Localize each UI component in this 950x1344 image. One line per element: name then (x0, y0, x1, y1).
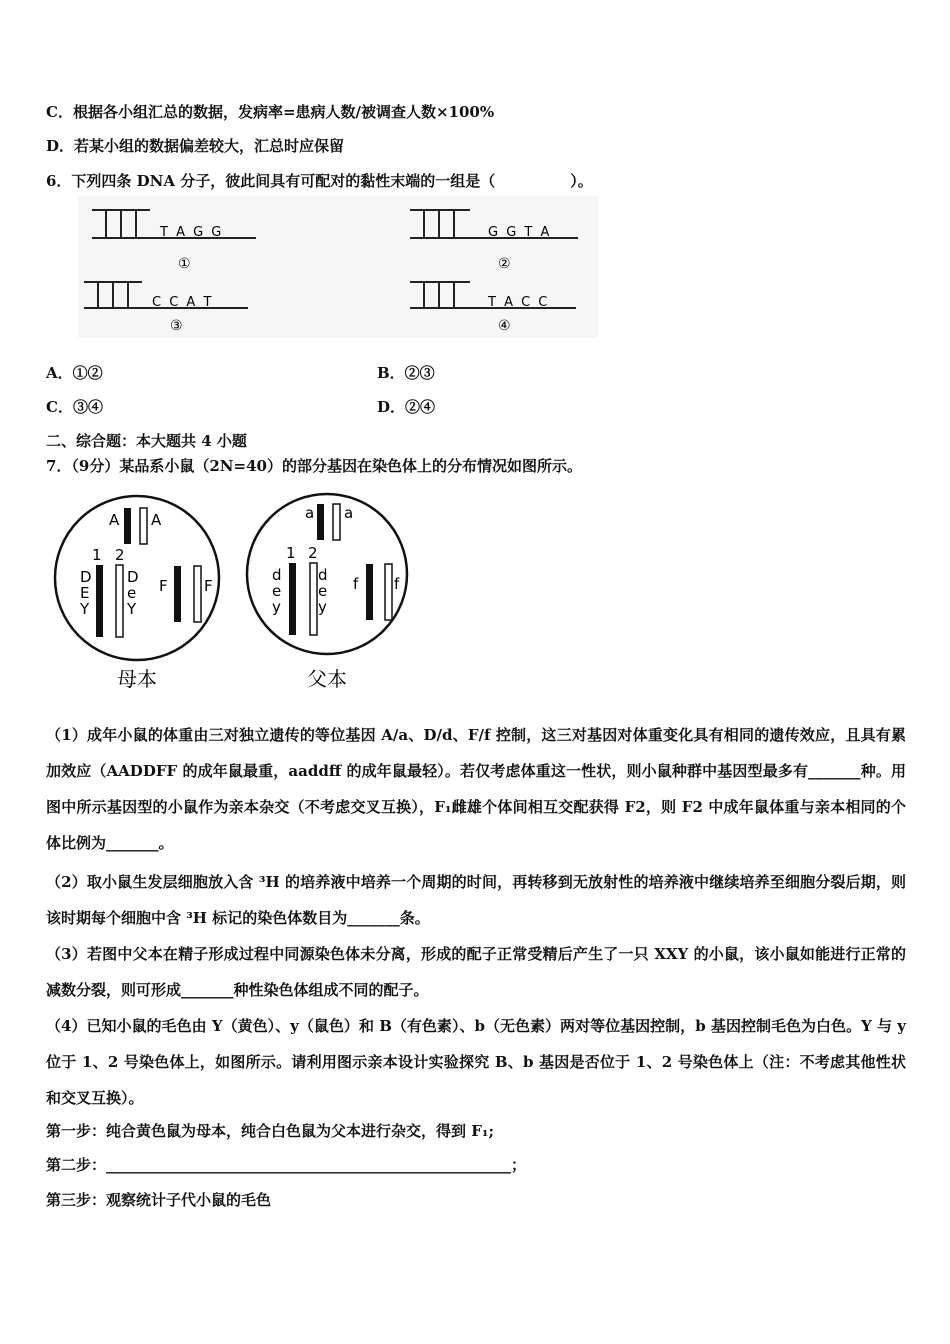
mother-cell (55, 496, 219, 691)
q5-option-d: D．若某小组的数据偏差较大，汇总时应保留 (46, 137, 345, 155)
mother-right-y: Y (127, 600, 137, 618)
q6-option-d: D．②④ (377, 398, 436, 416)
q7-part-2: （2）取小鼠生发层细胞放入含 ³H 的培养液中培养一个周期的时间，再转移到无放射性的培养液中继续培养至细胞分裂后期，则该时期每个细胞中含 ³H 标记的染色体数目为_______条。 (46, 873, 906, 927)
father-gene-a-left: a (305, 504, 315, 522)
father-num-2: 2 (308, 544, 318, 562)
father-left-e: e (272, 582, 282, 600)
father-right-y: y (318, 598, 327, 616)
dna-seq-3: C C A T (152, 295, 214, 310)
mother-left-y: Y (80, 600, 90, 618)
q6-stem: 6．下列四条 DNA 分子，彼此间具有可配对的黏性末端的一组是（ ）。 (46, 172, 593, 190)
mother-left-d: D (80, 568, 92, 586)
father-caption: 父本 (307, 667, 347, 691)
dna-label-4: ④ (498, 318, 511, 334)
mother-gene-f-left: F (159, 577, 168, 595)
q6-option-c: C．③④ (46, 398, 103, 416)
mother-right-d: D (127, 568, 139, 586)
dna-label-1: ① (178, 256, 191, 272)
q7-step-3: 第三步：观察统计子代小鼠的毛色 (46, 1191, 272, 1209)
q5-option-c: C．根据各小组汇总的数据，发病率=患病人数/被调查人数×100% (46, 103, 495, 121)
dna-seq-2: G G T A (488, 225, 552, 240)
father-left-y: y (272, 598, 281, 616)
mother-gene-f-right: F (204, 577, 213, 595)
mother-num-2: 2 (115, 546, 125, 564)
q7-part-3: （3）若图中父本在精子形成过程中同源染色体未分离，形成的配子正常受精后产生了一只 XXY 的小鼠，该小鼠如能进行正常的减数分裂，则可形成_______种性染色体组成不同的配子。 (46, 945, 906, 999)
chromosome-figure (50, 488, 420, 698)
dna-seq-4: T A C C (488, 295, 550, 310)
mother-num-1: 1 (92, 546, 102, 564)
mother-right-e: e (127, 584, 137, 602)
father-cell (247, 494, 407, 691)
father-gene-f-right: f (394, 575, 400, 593)
father-num-1: 1 (286, 544, 296, 562)
dna-figure (78, 196, 598, 338)
father-right-d: d (318, 566, 328, 584)
mother-gene-a-left: A (109, 511, 120, 529)
dna-label-3: ③ (170, 318, 183, 334)
q7-part-4: （4）已知小鼠的毛色由 Y（黄色）、y（鼠色）和 B（有色素）、b（无色素）两对等位基因控制，b 基因控制毛色为白色。Y 与 y 位于 1、2 号染色体上，如图所示。请利用图示亲本设计实验探究 B、b 基因是否位于 1、2 号染色体上（注：不考虑其他性状和交叉互换）。 (46, 1017, 906, 1107)
q7-step-2: 第二步：______________________________________________________； (46, 1156, 527, 1174)
father-gene-a-right: a (344, 504, 354, 522)
father-gene-f-left: f (353, 575, 359, 593)
q7-part-1: （1）成年小鼠的体重由三对独立遗传的等位基因 A/a、D/d、F/f 控制，这三对基因对体重变化具有相同的遗传效应，且具有累加效应（AADDFF 的成年鼠最重，aaddff 的成年鼠最轻）。若仅考虑体重这一性状，则小鼠种群中基因型最多有_______种。用图中所示基因型的小鼠作为亲本杂交（不考虑交叉互换），F₁雌雄个体间相互交配获得 F2，则 F2 中成年鼠体重与亲本相同的个体比例为_______。 (46, 726, 906, 852)
mother-caption: 母本 (117, 667, 157, 691)
q7-step-1: 第一步：纯合黄色鼠为母本，纯合白色鼠为父本进行杂交，得到 F₁; (46, 1122, 494, 1140)
father-right-e: e (318, 582, 328, 600)
q7-stem: 7．（9分）某品系小鼠（2N=40）的部分基因在染色体上的分布情况如图所示。 (46, 457, 582, 475)
mother-left-e: E (80, 584, 90, 602)
dna-label-2: ② (498, 256, 511, 272)
dna-seq-1: T A G G (160, 225, 224, 240)
mother-gene-a-right: A (151, 511, 162, 529)
q6-option-b: B．②③ (377, 364, 435, 382)
section-heading: 二、综合题：本大题共 4 小题 (46, 432, 247, 450)
q6-option-a: A．①② (46, 364, 103, 382)
father-left-d: d (272, 566, 282, 584)
